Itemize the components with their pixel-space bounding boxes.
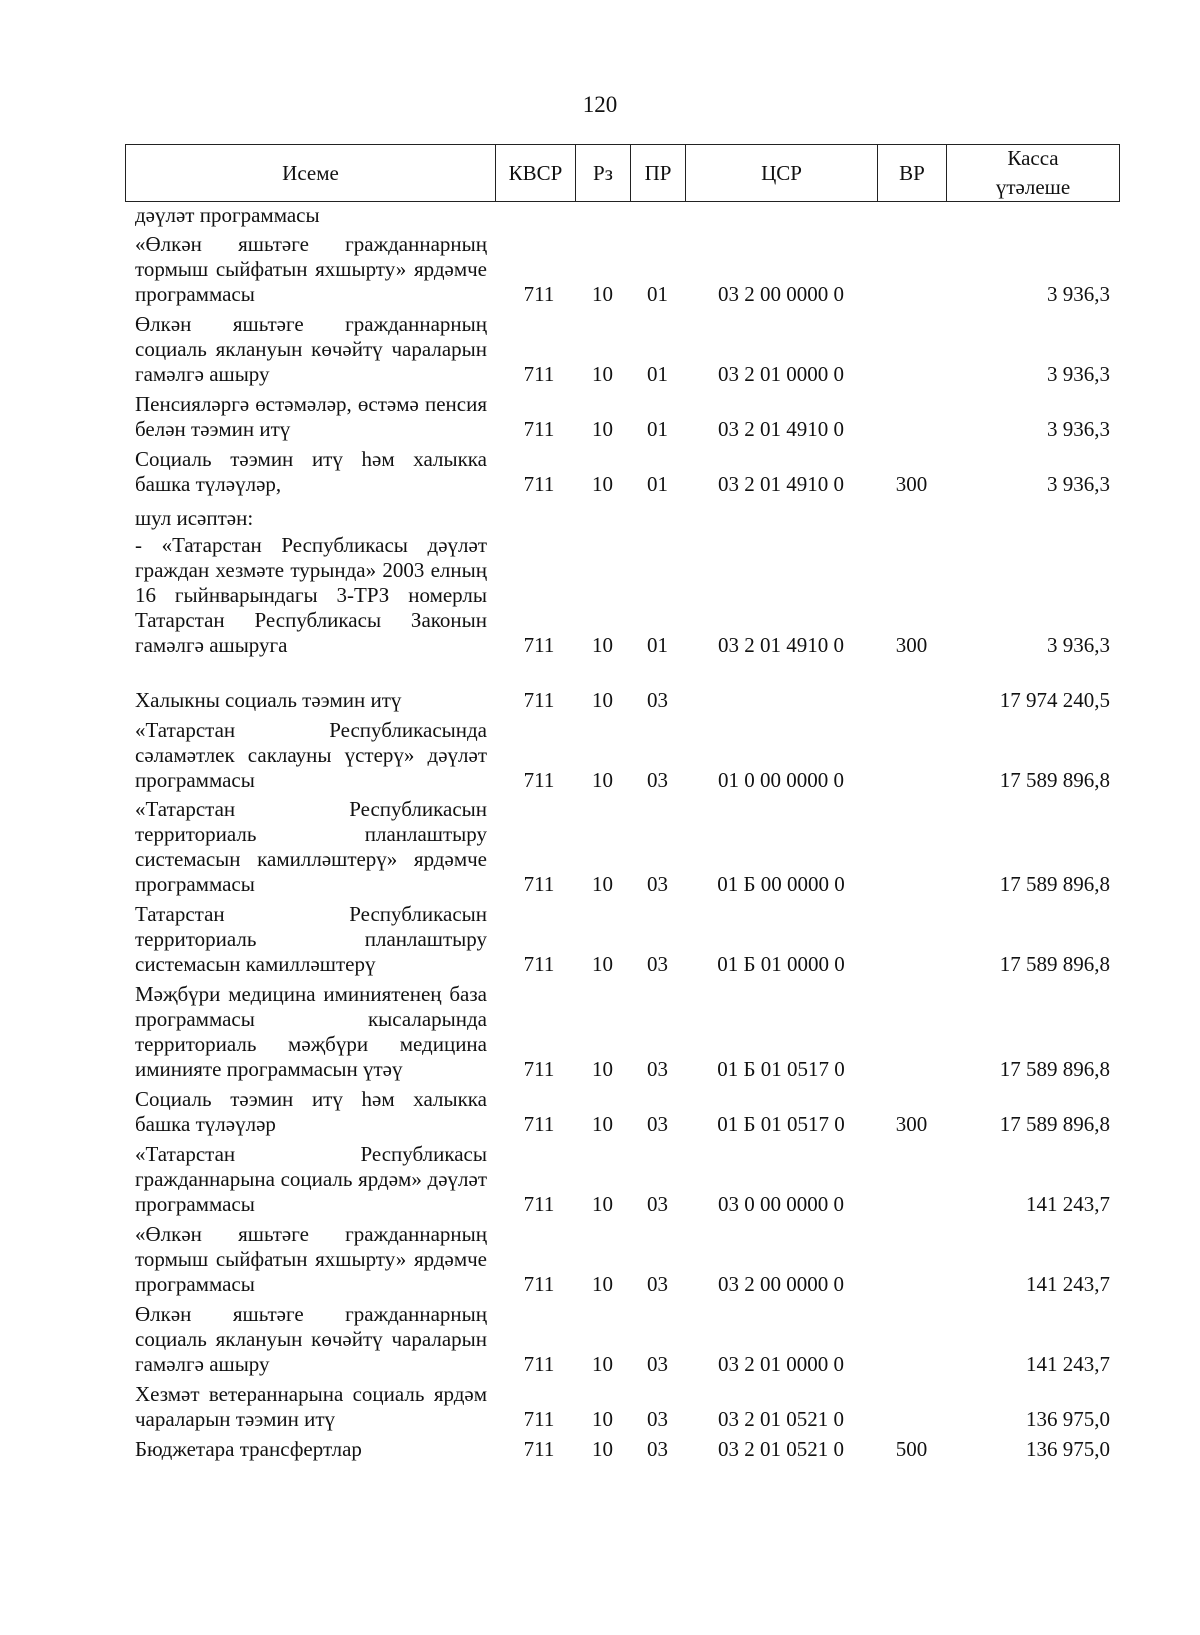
row-sum: 136 975,0 [1026, 1407, 1110, 1431]
row-kvsr: 711 [523, 362, 555, 386]
row-pr: 03 [647, 1352, 668, 1376]
row-name: Өлкән яшьтәге гражданнарның социаль яклануын көчәйтү чараларын гамәлгә ашыру [135, 312, 487, 386]
page-number: 120 [582, 92, 618, 117]
row-pr: 01 [647, 362, 668, 386]
row-name: Мәҗбүри медицина иминиятенең база программасы кысаларында территориаль мәҗбүри медицина иминияте программасын үтәү [135, 982, 487, 1081]
row-pr: 01 [647, 472, 668, 496]
row-kvsr: 711 [523, 1437, 555, 1461]
table-row [125, 1142, 1120, 1217]
row-pr: 01 [647, 417, 668, 441]
table-row [125, 982, 1120, 1082]
row-name: - «Татарстан Республикасы дәүләт граждан хезмәте турында» 2003 елның 16 гыйнварындагы 3-ТРЗ номерлы Татарстан Республикасы Законын гамәлгә ашыруга [135, 533, 487, 657]
row-sum: 17 589 896,8 [999, 768, 1110, 792]
row-vr: 300 [895, 633, 928, 657]
table-row [125, 312, 1120, 387]
row-sum: 3 936,3 [1047, 362, 1110, 386]
row-csr: 03 2 01 0000 0 [718, 1352, 844, 1376]
row-name: Хезмәт ветераннарына социаль ярдәм чараларын тәэмин итү [135, 1382, 487, 1431]
row-name: Татарстан Республикасын территориаль планлаштыру системасын камилләштерү [135, 902, 487, 976]
row-name: «Өлкән яшьтәге гражданнарның тормыш сыйфатын яхшырту» ярдәмче программасы [135, 232, 487, 306]
row-name: Социаль тәэмин итү һәм халыкка башка түләүләр [135, 1087, 487, 1136]
row-pr: 01 [647, 633, 668, 657]
table-row [125, 392, 1120, 442]
row-sum: 141 243,7 [1026, 1272, 1110, 1296]
row-rz: 10 [592, 1192, 613, 1216]
table-row [125, 718, 1120, 793]
table-row [125, 688, 1120, 713]
row-name: «Өлкән яшьтәге гражданнарның тормыш сыйфатын яхшырту» ярдәмче программасы [135, 1222, 487, 1296]
row-kvsr: 711 [523, 633, 555, 657]
table-row [125, 533, 1120, 658]
row-kvsr: 711 [523, 952, 555, 976]
row-pr: 03 [647, 1057, 668, 1081]
row-csr: 01 Б 01 0517 0 [717, 1057, 845, 1081]
header-kassa-line2: үтәлеше [995, 175, 1071, 199]
row-rz: 10 [592, 952, 613, 976]
row-csr: 03 2 01 4910 0 [718, 417, 844, 441]
row-csr: 03 2 01 0000 0 [718, 362, 844, 386]
row-vr: 300 [895, 472, 928, 496]
header-vr: ВР [878, 145, 947, 201]
row-csr: 03 2 01 4910 0 [718, 633, 844, 657]
row-pr: 03 [647, 1437, 668, 1461]
row-rz: 10 [592, 1057, 613, 1081]
table-row [125, 203, 1120, 228]
row-csr: 03 2 01 0521 0 [718, 1407, 844, 1431]
row-rz: 10 [592, 633, 613, 657]
table-row [125, 447, 1120, 497]
row-csr: 01 0 00 0000 0 [718, 768, 844, 792]
row-pr: 03 [647, 872, 668, 896]
row-csr: 01 Б 01 0517 0 [717, 1112, 845, 1136]
row-kvsr: 711 [523, 472, 555, 496]
row-pr: 03 [647, 688, 668, 712]
row-kvsr: 711 [523, 1352, 555, 1376]
row-sum: 17 589 896,8 [999, 1112, 1110, 1136]
row-rz: 10 [592, 472, 613, 496]
row-name: Өлкән яшьтәге гражданнарның социаль яклануын көчәйтү чараларын гамәлгә ашыру [135, 1302, 487, 1376]
header-kvsr: КВСР [496, 145, 576, 201]
table-row [125, 1382, 1120, 1432]
row-csr: 01 Б 00 0000 0 [717, 872, 845, 896]
header-kassa-line1: Касса [1007, 146, 1059, 170]
header-csr: ЦСР [686, 145, 878, 201]
row-kvsr: 711 [523, 1192, 555, 1216]
row-rz: 10 [592, 872, 613, 896]
row-sum: 136 975,0 [1026, 1437, 1110, 1461]
row-rz: 10 [592, 1437, 613, 1461]
row-sum: 3 936,3 [1047, 417, 1110, 441]
row-kvsr: 711 [523, 688, 555, 712]
row-csr: 03 2 01 0521 0 [718, 1437, 844, 1461]
row-pr: 03 [647, 768, 668, 792]
table-row [125, 797, 1120, 897]
row-kvsr: 711 [523, 872, 555, 896]
row-csr: 01 Б 01 0000 0 [717, 952, 845, 976]
row-kvsr: 711 [523, 1272, 555, 1296]
row-csr: 03 2 01 4910 0 [718, 472, 844, 496]
table-row [125, 1437, 1120, 1462]
row-kvsr: 711 [523, 282, 555, 306]
row-sum: 141 243,7 [1026, 1192, 1110, 1216]
row-csr: 03 2 00 0000 0 [718, 1272, 844, 1296]
row-rz: 10 [592, 417, 613, 441]
table-row [125, 1087, 1120, 1137]
row-sum: 3 936,3 [1047, 633, 1110, 657]
row-rz: 10 [592, 1407, 613, 1431]
row-name: Халыкны социаль тәэмин итү [135, 688, 402, 712]
row-name: Социаль тәэмин итү һәм халыкка башка түләүләр, [135, 447, 487, 496]
table-row [125, 902, 1120, 977]
header-rz: Рз [576, 145, 631, 201]
header-pr: ПР [631, 145, 686, 201]
table-header [125, 144, 1120, 202]
row-rz: 10 [592, 1352, 613, 1376]
row-kvsr: 711 [523, 1407, 555, 1431]
row-kvsr: 711 [523, 768, 555, 792]
row-csr: 03 2 00 0000 0 [718, 282, 844, 306]
row-rz: 10 [592, 1112, 613, 1136]
table-row [125, 506, 1120, 531]
row-name: дәүләт программасы [135, 203, 320, 227]
row-rz: 10 [592, 282, 613, 306]
row-sum: 17 974 240,5 [999, 688, 1110, 712]
row-pr: 03 [647, 952, 668, 976]
row-kvsr: 711 [523, 1057, 555, 1081]
row-pr: 03 [647, 1112, 668, 1136]
row-pr: 01 [647, 282, 668, 306]
row-pr: 03 [647, 1192, 668, 1216]
row-rz: 10 [592, 362, 613, 386]
row-kvsr: 711 [523, 417, 555, 441]
row-name: шул исәптән: [135, 506, 254, 530]
row-sum: 3 936,3 [1047, 282, 1110, 306]
row-kvsr: 711 [523, 1112, 555, 1136]
row-sum: 17 589 896,8 [999, 872, 1110, 896]
row-name: Пенсияләргә өстәмәләр, өстәмә пенсия белән тәэмин итү [135, 392, 487, 441]
header-kassa [947, 145, 1119, 201]
row-sum: 3 936,3 [1047, 472, 1110, 496]
row-name: Бюджетара трансфертлар [135, 1437, 362, 1461]
table-row [125, 1302, 1120, 1377]
row-name: «Татарстан Республикасында сәламәтлек саклауны үстерү» дәүләт программасы [135, 718, 487, 792]
row-sum: 17 589 896,8 [999, 952, 1110, 976]
header-name: Исеме [126, 145, 496, 201]
table-row [125, 1222, 1120, 1297]
row-vr: 500 [895, 1437, 928, 1461]
table-row [125, 232, 1120, 307]
row-name: «Татарстан Республикасын территориаль планлаштыру системасын камилләштерү» ярдәмче программасы [135, 797, 487, 896]
row-rz: 10 [592, 688, 613, 712]
row-name: «Татарстан Республикасы гражданнарына социаль ярдәм» дәүләт программасы [135, 1142, 487, 1216]
row-rz: 10 [592, 768, 613, 792]
row-sum: 141 243,7 [1026, 1352, 1110, 1376]
row-pr: 03 [647, 1407, 668, 1431]
row-vr: 300 [895, 1112, 928, 1136]
row-sum: 17 589 896,8 [999, 1057, 1110, 1081]
row-pr: 03 [647, 1272, 668, 1296]
row-rz: 10 [592, 1272, 613, 1296]
row-csr: 03 0 00 0000 0 [718, 1192, 844, 1216]
